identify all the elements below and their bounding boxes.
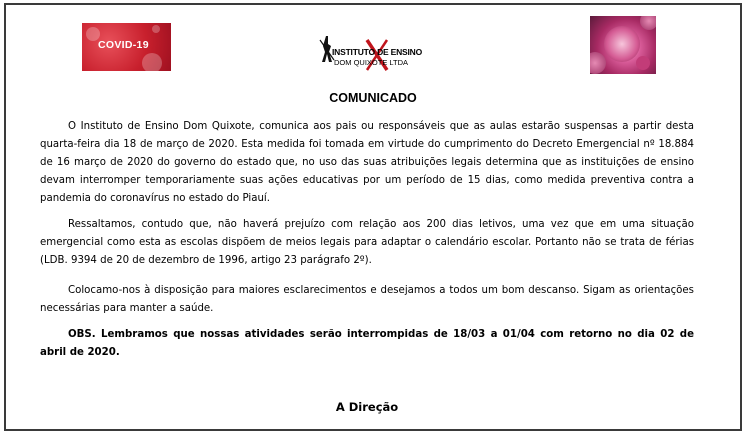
paragraph-availability: Colocamo-nos à disposição para maiores esclarecimentos e desejamos a todos um bom descanso. Sigam as orientações necessárias para manter a saúde. [40, 285, 694, 314]
covid-banner-image [82, 23, 171, 71]
coronavirus-image [590, 16, 656, 74]
paragraph-school-days: Ressaltamos, contudo que, não haverá prejuízo com relação aos 200 dias letivos, uma vez que em uma situação emergencial como esta as escolas dispõem de meios legais para adaptar o calendário escolar. Portanto não se trata de férias (LDB. 9394 de 20 de dezembro de 1996, artigo 23 parágrafo 2º). [40, 219, 694, 266]
school-logo [316, 34, 428, 74]
logo-line2: DOM QUIXOTE LTDA [334, 58, 409, 67]
paragraph-obs-note: OBS. Lembramos que nossas atividades serão interrompidas de 18/03 a 01/04 com retorno no dia 02 de abril de 2020. [40, 329, 694, 358]
logo-line1: INSTITUTO DE ENSINO [332, 47, 423, 57]
signature: A Direção [335, 400, 399, 414]
paragraph-announcement: O Instituto de Ensino Dom Quixote, comunica aos pais ou responsáveis que as aulas estarão suspensas a partir desta quarta-feira dia 18 de março de 2020. Esta medida foi tomada em virtude do cumprimento do Decreto Emergencial nº 18.884 de 16 março de 2020 do governo do estado que, no uso das suas atribuições legais determina que as instituições de ensino devam interromper temporariamente suas ações educativas por um período de 15 dias, como medida preventiva contra a pandemia do coronavírus no estado do Piauí. [40, 121, 694, 204]
document-title: COMUNICADO [329, 91, 417, 105]
covid-banner-text: COVID-19 [98, 39, 149, 51]
